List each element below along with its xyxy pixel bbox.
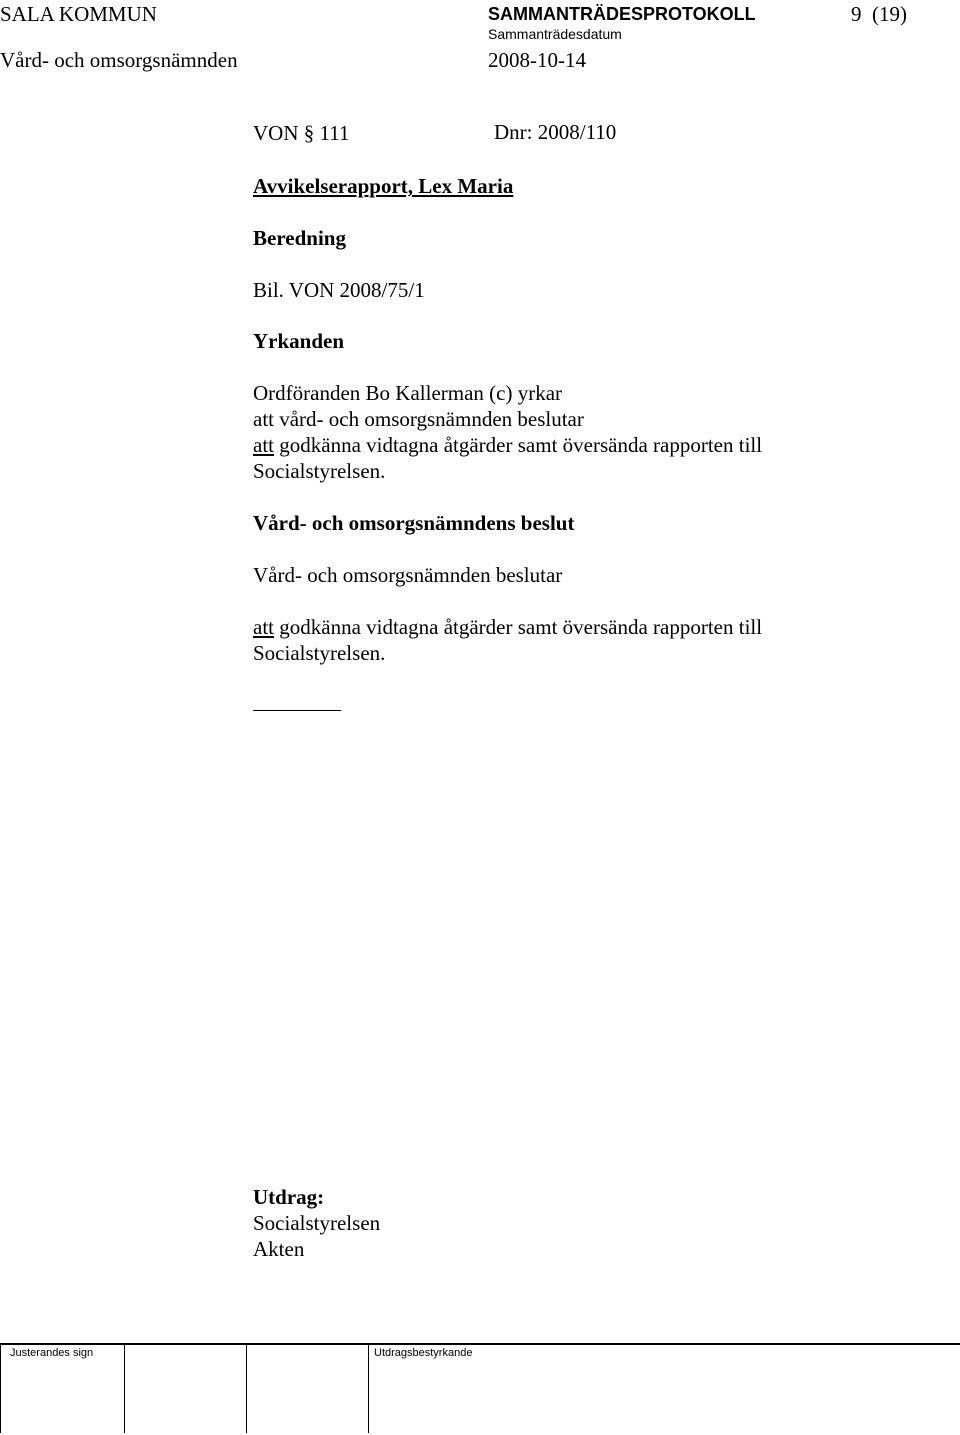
motions-heading: Yrkanden (253, 329, 345, 353)
justerandes-sign-label: Justerandes sign (10, 1347, 94, 1359)
signature-column-border (0, 1345, 1, 1433)
decision-heading: Vård- och omsorgsnämndens beslut (253, 511, 575, 535)
case-section-number: 111 (319, 121, 350, 145)
department-name: Vård- och omsorgsnämnden (0, 48, 238, 72)
signature-column-border (246, 1345, 247, 1433)
meeting-date: 2008-10-14 (488, 48, 586, 72)
page-number (851, 2, 907, 27)
decision-line-2 (253, 614, 762, 640)
motions-line-4: Socialstyrelsen. (253, 459, 386, 483)
case-section: VON (253, 121, 299, 145)
motions-line-2: att vård- och omsorgsnämnden beslutar (253, 407, 584, 431)
motions-line-3 (253, 432, 762, 458)
section-symbol: § (303, 121, 315, 145)
organization-name: SALA KOMMUN (0, 2, 157, 26)
meeting-date-label: Sammanträdesdatum (488, 26, 622, 42)
motions-line-1: Ordföranden Bo Kallerman (c) yrkar (253, 381, 563, 405)
extract-recipient: Akten (253, 1237, 305, 1261)
motions-att-word: att (253, 433, 274, 457)
decision-att-word: att (253, 615, 274, 639)
extract-recipient: Socialstyrelsen (253, 1211, 381, 1235)
utdragsbestyrkande-label: Utdragsbestyrkande (374, 1347, 473, 1359)
decision-line-3: Socialstyrelsen. (253, 641, 386, 665)
document-type: SAMMANTRÄDESPROTOKOLL (488, 4, 756, 24)
preparation-heading: Beredning (253, 226, 346, 250)
case-reference (253, 120, 349, 146)
extract-heading: Utdrag: (253, 1185, 325, 1209)
signature-column-border (124, 1345, 125, 1433)
signature-column-border (368, 1345, 369, 1433)
decision-line-1: Vård- och omsorgsnämnden beslutar (253, 563, 563, 587)
attachment-reference: Bil. VON 2008/75/1 (253, 278, 425, 302)
signature-table (0, 1343, 960, 1435)
page-current: 9 (851, 2, 862, 26)
section-divider (253, 710, 341, 711)
case-title: Avvikelserapport, Lex Maria (253, 174, 514, 198)
case-dnr: Dnr: 2008/110 (494, 120, 617, 144)
motions-line-3-text: godkänna vidtagna åtgärder samt översända rapporten till (274, 433, 763, 457)
decision-line-2-text: godkänna vidtagna åtgärder samt översända rapporten till (274, 615, 763, 639)
page-total: (19) (872, 2, 907, 26)
